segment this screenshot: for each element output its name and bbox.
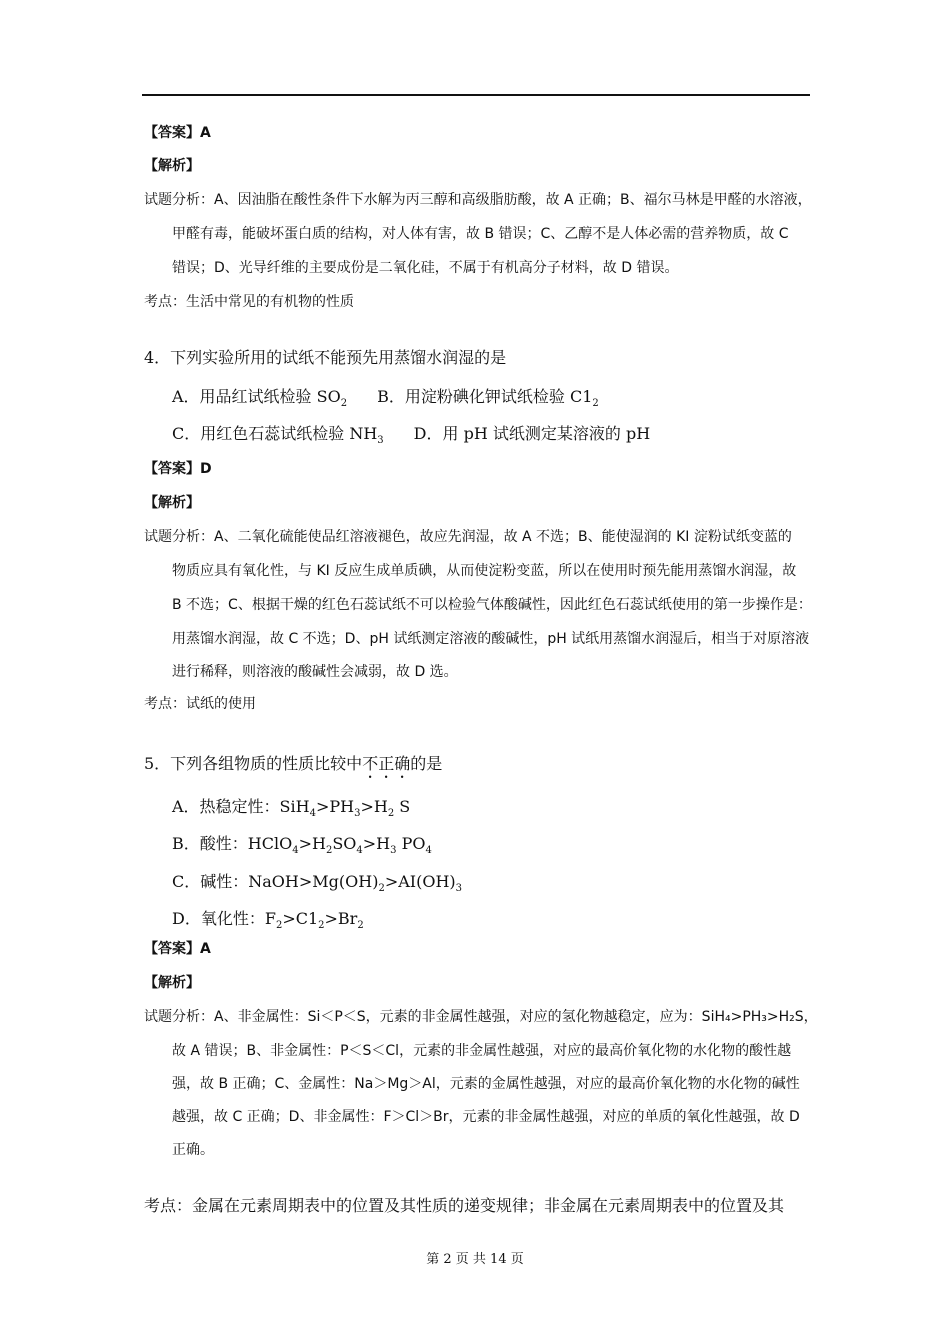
q5-option-a: A．热稳定性：$SiH_4>PH_3>H_2$ S: [172, 797, 411, 819]
q5-analysis-line: 试题分析：A、非金属性：Si＜P＜S，元素的非金属性越强，对应的氢化物越稳定，应为：SiH₄>PH₃>H₂S，: [144, 1009, 818, 1025]
q5-option-c: C．碱性：$NaOH>Mg(OH)_2>AI(OH)_3$: [172, 872, 463, 894]
q4-option-c: C．用红色石蕊试纸检验 $NH_3$: [172, 424, 384, 446]
q4-analysis-line: B 不选；C、根据干燥的红色石蕊试纸不可以检验气体酸碱性，因此红色石蕊试纸使用的第一步操作是：: [172, 597, 812, 613]
q3-analysis-line: 错误；D、光导纤维的主要成份是二氧化硅，不属于有机高分子材料，故 D 错误。: [172, 260, 679, 276]
q4-option-b: B．用淀粉碘化钾试纸检验 $C1_2$: [377, 387, 599, 409]
q3-analysis-line: 甲醛有毒，能破坏蛋白质的结构，对人体有害，故 B 错误；C、乙醇不是人体必需的营养物质，故 C: [172, 226, 789, 242]
q3-answer: 【答案】A: [144, 125, 211, 141]
q4-stem: 4．下列实验所用的试纸不能预先用蒸馏水润湿的是: [144, 348, 507, 367]
q4-answer: 【答案】D: [144, 461, 212, 477]
q4-analysis-line: 进行稀释，则溶液的酸碱性会减弱，故 D 选。: [172, 664, 458, 680]
q4-options-row-2: [172, 424, 650, 444]
q5-analysis-line: 正确。: [172, 1142, 214, 1158]
q4-analysis-line: 物质应具有氧化性，与 KI 反应生成单质碘，从而使淀粉变蓝，所以在使用时预先能用蒸馏水润湿，故: [172, 563, 797, 579]
page-footer: 第 2 页 共 14 页: [426, 1252, 524, 1267]
q3-analysis-line: 试题分析：A、因油脂在酸性条件下水解为丙三醇和高级脂肪酸，故 A 正确；B、福尔马林是甲醛的水溶液，: [144, 192, 812, 208]
q5-option-b: B．酸性：$HClO_4>H_2SO_4>H_3$ $PO_4$: [172, 834, 432, 856]
q5-answer: 【答案】A: [144, 941, 211, 957]
q5-stem-emphasis: 不正确: [362, 754, 411, 773]
q4-analysis-label: 【解析】: [144, 495, 200, 511]
q3-kaodian: 考点：生活中常见的有机物的性质: [144, 294, 354, 310]
q4-analysis-line: 试题分析：A、二氧化硫能使品红溶液褪色，故应先润湿，故 A 不选；B、能使湿润的 KI 淀粉试纸变蓝的: [144, 529, 792, 545]
header-rule: [142, 94, 810, 96]
q4-kaodian: 考点：试纸的使用: [144, 696, 256, 712]
q5-stem: 5．下列各组物质的性质比较中不正确的是: [144, 754, 443, 773]
q4-option-d: D．用 pH 试纸测定某溶液的 pH: [413, 424, 651, 443]
q5-kaodian: 考点：金属在元素周期表中的位置及其性质的递变规律；非金属在元素周期表中的位置及其: [144, 1196, 785, 1215]
q4-options-row-1: [172, 387, 599, 407]
q4-analysis-line: 用蒸馏水润湿，故 C 不选；D、pH 试纸测定溶液的酸碱性，pH 试纸用蒸馏水润湿后，相当于对原溶液: [172, 631, 810, 647]
q5-option-d: D．氧化性：$F_2>C1_2>Br_2$: [172, 909, 364, 931]
q5-analysis-line: 故 A 错误；B、非金属性：P＜S＜Cl，元素的非金属性越强，对应的最高价氧化物的水化物的酸性越: [172, 1043, 792, 1059]
q4-option-a: A．用品红试纸检验 $SO_2$: [172, 387, 348, 409]
q5-analysis-line: 越强，故 C 正确；D、非金属性：F＞Cl＞Br，元素的非金属性越强，对应的单质的氧化性越强，故 D: [172, 1109, 800, 1125]
q5-analysis-label: 【解析】: [144, 975, 200, 991]
q5-analysis-line: 强，故 B 正确；C、金属性：Na＞Mg＞Al，元素的金属性越强，对应的最高价氧化物的水化物的碱性: [172, 1076, 800, 1092]
q3-analysis-label: 【解析】: [144, 158, 200, 174]
